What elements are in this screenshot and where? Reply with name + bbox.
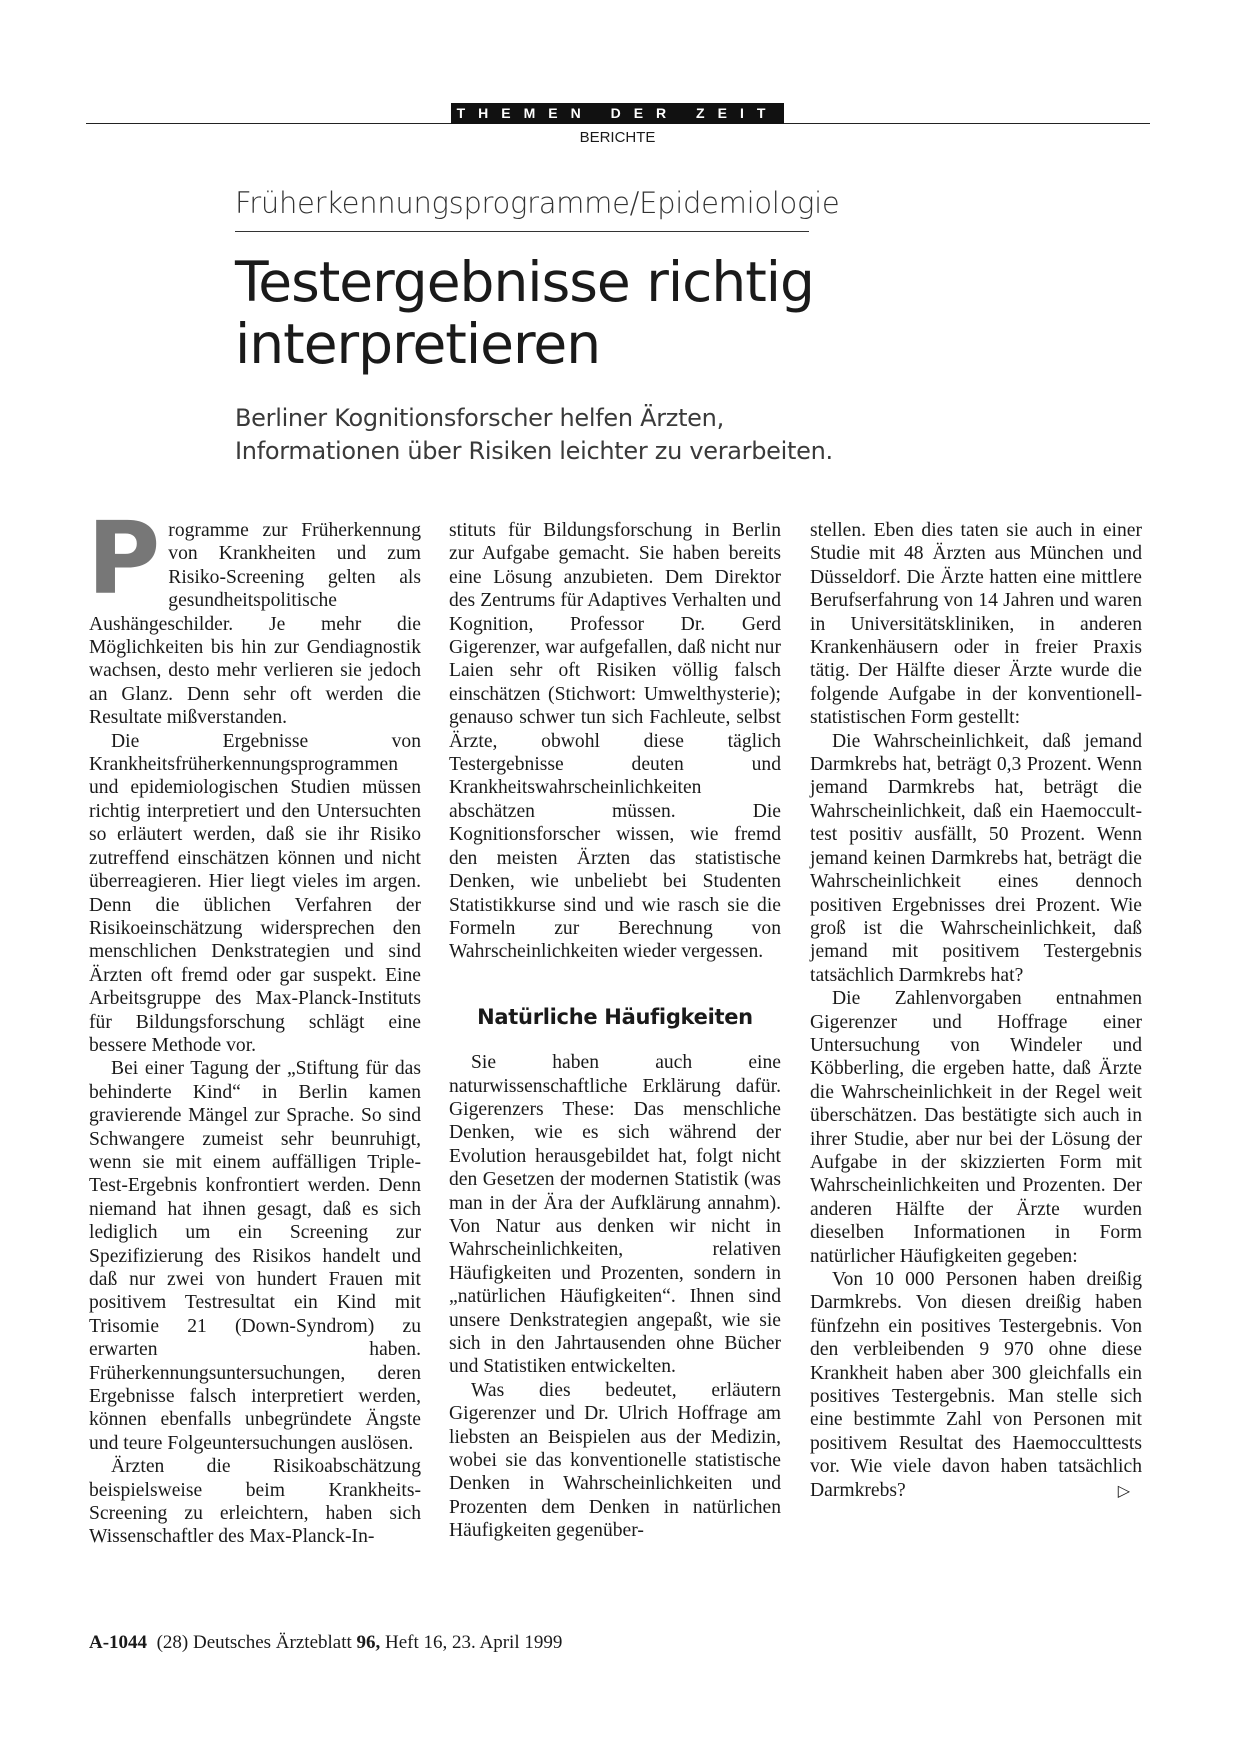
paragraph-text: Von 10 000 Personen haben dreißig Darmkrebs. Von diesen dreißig haben fünfzehn ein positives Testergebnis. Von den verbleibenden 9 970 ohne diese Krankheit haben aber 300 gleichfalls ein positives Testergebnis. Man stelle sich eine bestimmte Zahl von Personen mit positivem Resultat des Haemocculttests vor. Wie viele davon haben tatsächlich Darmkrebs?	[810, 1269, 1142, 1501]
article-title	[235, 251, 1035, 375]
paragraph: Sie haben auch eine naturwissenschaftliche Erklärung dafür. Gigerenzers These: Das menschliche Denken, wie es sich während der Evolution herausgebildet hat, folgt nicht den Gesetzen der modernen Statistik (was man in der Ära der Aufklärung annahm). Von Natur aus denken wir nicht in Wahrscheinlichkeiten, relativen Häufigkeiten und Prozenten, sondern in „natürlichen Häufigkeiten“. Ihnen sind unsere Denkstrategien angepaßt, wie sie sich in den Jahrtausenden ohne Bücher und Statistiken entwickelten.	[449, 1052, 781, 1378]
paragraph-text: rogramme zur Früherkennung von Krankheiten und zum Risiko-Screening gelten als gesundheitspolitische Aushängeschilder. Je mehr die Möglichkeiten bis hin zur Gendiagnostik wachsen, desto mehr verlieren sie jedoch an Glanz. Denn sehr oft werden die Resultate mißverstanden.	[89, 520, 421, 729]
paragraph	[87, 500, 421, 730]
journal-name: (28) Deutsches Ärzteblatt	[156, 1632, 352, 1653]
volume-number: 96,	[356, 1632, 381, 1653]
paragraph: Was dies bedeutet, erläutern Gigerenzer und Dr. Ulrich Hoffrage am liebsten an Beispielen aus der Medizin, wobei sie das konventionelle statistische Denken in Wahrscheinlichkeiten und Prozenten dem Denken in natürlichen Häufigkeiten gegenüber-	[449, 1379, 781, 1542]
subsection-label: BERICHTE	[579, 129, 656, 146]
page-code: A-1044	[89, 1632, 148, 1653]
paragraph: Ärzten die Risikoabschätzung beispielsweise beim Krankheits-Screening zu erleichtern, haben sich Wissenschaftler des Max-Planck-In-	[89, 1456, 421, 1548]
paragraph: Die Wahrscheinlichkeit, daß jemand Darmkrebs hat, beträgt 0,3 Prozent. Wenn jemand Darmkrebs hat, beträgt die Wahrscheinlichkeit, daß ein Haemocculttest positiv ausfällt, 50 Prozent. Wenn jemand keinen Darmkrebs hat, beträgt die Wahrscheinlichkeit eines dennoch positiven Ergebnisses drei Prozent. Wie groß ist die Wahrscheinlichkeit, daß jemand mit positivem Testergebnis tatsächlich Darmkrebs hat?	[810, 730, 1142, 986]
text-column-3	[810, 519, 1142, 1502]
drop-cap: P	[87, 500, 161, 617]
paragraph: stellen. Eben dies taten sie auch in einer Studie mit 48 Ärzten aus München und Düsseldorf. Die Ärzte hatten eine mittlere Berufserfahrung von 14 Jahren und waren in Universitätskliniken, in anderen Krankenhäusern oder in freier Praxis tätig. Der Hälfte dieser Ärzte wurde die folgende Aufgabe in der konventionell-statistischen Form gestellt:	[810, 520, 1142, 729]
paragraph: Die Zahlenvorgaben entnahmen Gigerenzer und Hoffrage einer Untersuchung von Windeler und Köbberling, die ergeben hatte, daß Ärzte die Wahrscheinlichkeit in der Regel weit überschätzen. Das bestätigte sich auch in ihrer Studie, aber nur bei der Lösung der Aufgabe in der skizzierten Form mit Wahrscheinlichkeiten und Prozenten. Der anderen Hälfte der Ärzte wurden dieselben Informationen in Form natürlicher Häufigkeiten gegeben:	[810, 988, 1142, 1267]
article-topic: Früherkennungsprogramme/Epidemiologie	[235, 186, 840, 220]
article-subtitle-line: Berliner Kognitionsforscher helfen Ärzten,	[235, 404, 724, 432]
page-footer	[89, 1632, 562, 1654]
section-label: THEMEN DER ZEIT	[451, 103, 784, 124]
topic-underline	[235, 231, 809, 232]
continue-arrow-icon: ▷	[1117, 1480, 1130, 1500]
paragraph: Die Ergebnisse von Krankheitsfrüherkennungsprogrammen und epidemiologischen Studien müssen richtig interpretiert und den Untersuchten so erläutert werden, daß sie ihr Risiko zutreffend einschätzen können und nicht überreagieren. Hier liegt vieles im argen. Denn die üblichen Verfahren der Risikoeinschätzung widersprechen den menschlichen Denkstrategien und sind Ärzten oft fremd oder gar suspekt. Eine Arbeitsgruppe des Max-Planck-Instituts für Bildungsforschung schlägt eine bessere Methode vor.	[89, 730, 421, 1056]
paragraph	[810, 1268, 1142, 1502]
article-title-line: interpretieren	[235, 312, 601, 376]
issue-date: Heft 16, 23. April 1999	[385, 1632, 563, 1653]
article-subtitle	[235, 402, 1055, 468]
paragraph: Bei einer Tagung der „Stiftung für das behinderte Kind“ in Berlin kamen gravierende Mängel zur Sprache. So sind Schwangere zumeist sehr beunruhigt, wenn sie mit einem auffälligen Triple-Test-Ergebnis konfrontiert werden. Denn niemand hat ihnen gesagt, daß es sich lediglich um ein Screening zur Spezifizierung des Risikos handelt und daß nur zwei von hundert Frauen mit positivem Testresultat ein Kind mit Trisomie 21 (Down-Syndrom) zu erwarten haben. Früherkennungsuntersuchungen, deren Ergebnisse falsch interpretiert werden, können ebenfalls unbegründete Ängste und teure Folgeuntersuchungen auslösen.	[89, 1058, 421, 1454]
text-column-2	[449, 519, 781, 1543]
paragraph: stituts für Bildungsforschung in Berlin zur Aufgabe gemacht. Sie haben bereits eine Lösung anzubieten. Dem Direktor des Zentrums für Adaptives Verhalten und Kognition, Professor Dr. Gerd Gigerenzer, war aufgefallen, daß nicht nur Laien sehr oft Risiken völlig falsch einschätzen (Stichwort: Umwelthysterie); genauso schwer tun sich Fachleute, selbst Ärzte, obwohl diese täglich Testergebnisse deuten und Krankheitswahrscheinlichkeiten abschätzen müssen. Die Kognitionsforscher wissen, wie fremd den meisten Ärzten das statistische Denken, wie unbeliebt bei Studenten Statistikkurse sind und wie rasch sie die Formeln zur Berechnung von Wahrscheinlichkeiten wieder vergessen.	[449, 520, 781, 963]
text-column-1	[87, 500, 421, 1549]
article-title-line: Testergebnisse richtig	[235, 250, 814, 314]
article-subtitle-line: Informationen über Risiken leichter zu verarbeiten.	[235, 437, 833, 465]
section-subheading: Natürliche Häufigkeiten	[477, 1004, 753, 1029]
